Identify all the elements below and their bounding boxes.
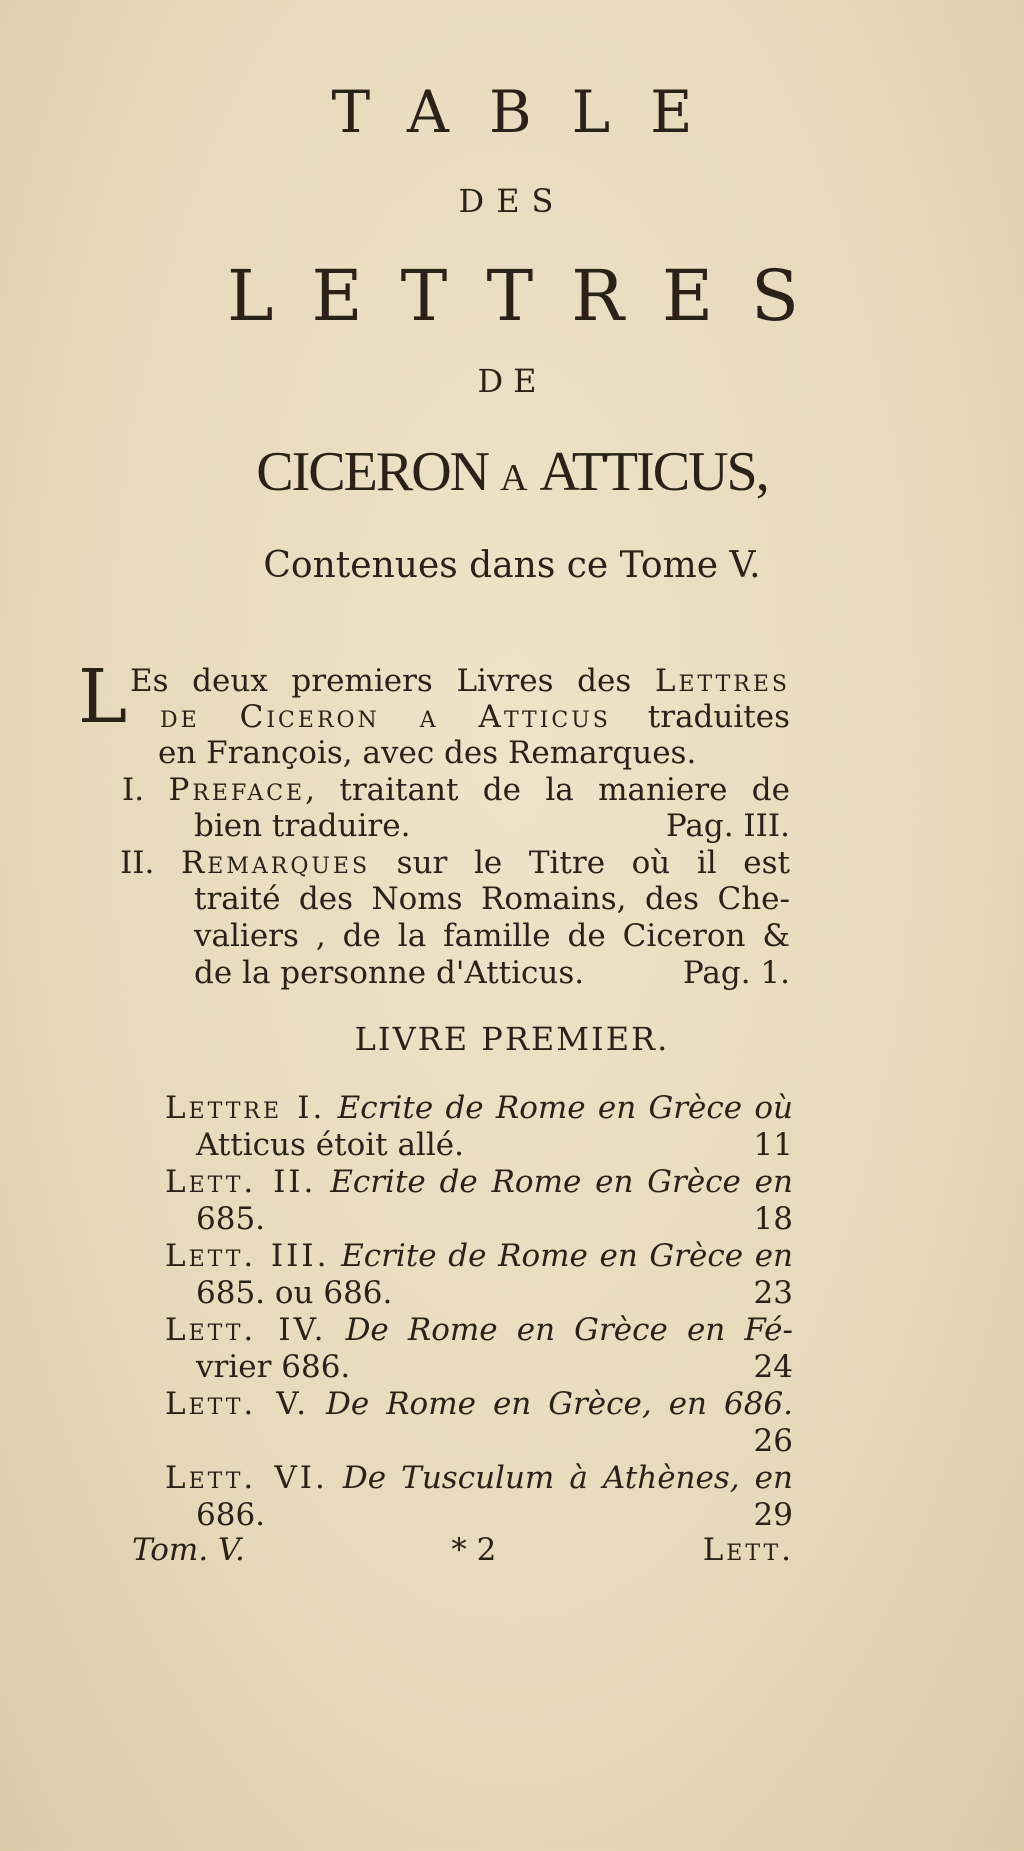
letter-entry-line-2: 685. ou 686. 23	[196, 1275, 793, 1311]
intro-line-3: en François, avec des Remarques.	[158, 735, 697, 771]
remarques-line-1: II. Remarques sur le Titre où il est	[120, 845, 791, 881]
letter-entry-line-1: Lett. IV. De Rome en Grèce en Fé-	[165, 1312, 794, 1348]
letter-entry-line-1: Lett. VI. De Tusculum à Athènes, en	[165, 1460, 793, 1496]
tome-mark: Tom. V.	[132, 1532, 245, 1568]
page-footer	[132, 1532, 794, 1568]
letter-page: 23	[753, 1275, 793, 1311]
subtitle: Contenues dans ce Tome V.	[263, 545, 761, 586]
letter-entry-line-1: Lett. V. De Rome en Grèce, en 686.	[165, 1386, 794, 1422]
preface-line-2: bien traduire. Pag. III.	[194, 808, 790, 844]
letter-page: 24	[753, 1349, 793, 1385]
letter-page: 26	[753, 1423, 793, 1459]
title-a: A	[500, 457, 531, 499]
letter-page: 11	[753, 1127, 793, 1163]
intro-line-2: de Ciceron a Atticus traduites	[160, 699, 790, 735]
preface-page: Pag. III.	[665, 808, 790, 844]
title-ciceron-atticus	[0, 440, 1024, 504]
letter-page: 18	[753, 1201, 793, 1237]
catchword: Lett.	[702, 1532, 794, 1568]
letter-entry-line-2	[196, 1423, 793, 1459]
signature-mark: * 2	[451, 1532, 497, 1568]
title-lettres: LETTRES	[226, 255, 838, 337]
title-de: DE	[477, 362, 547, 400]
letter-entry-line-1: Lett. II. Ecrite de Rome en Grèce en	[165, 1164, 793, 1200]
title-table: TABLE	[331, 78, 733, 146]
title-ciceron: CICERON	[256, 441, 489, 503]
remarques-line-4: de la personne d'Atticus. Pag. 1.	[194, 955, 790, 991]
letter-entry-line-1: Lettre I. Ecrite de Rome en Grèce où	[165, 1090, 793, 1126]
title-des: DES	[458, 182, 566, 220]
preface-line-1: I. Preface, traitant de la maniere de	[122, 772, 790, 808]
letter-entry-line-2: 685. 18	[196, 1201, 793, 1237]
title-atticus: ATTICUS,	[539, 441, 768, 503]
letter-entry-line-2: 686. 29	[196, 1497, 793, 1533]
letter-entry-line-2: Atticus étoit allé. 11	[196, 1127, 793, 1163]
remarques-page: Pag. 1.	[682, 955, 790, 991]
remarques-line-2: traité des Noms Romains, des Che-	[194, 881, 790, 917]
letter-page: 29	[753, 1497, 793, 1533]
remarques-line-3: valiers , de la famille de Ciceron &	[194, 918, 790, 954]
livre-heading: LIVRE PREMIER.	[354, 1020, 670, 1058]
letter-entry-line-2: vrier 686. 24	[196, 1349, 793, 1385]
drop-cap: L	[78, 654, 128, 740]
letter-entry-line-1: Lett. III. Ecrite de Rome en Grèce en	[165, 1238, 794, 1274]
intro-line-1: Es deux premiers Livres des Lettres	[130, 663, 791, 699]
